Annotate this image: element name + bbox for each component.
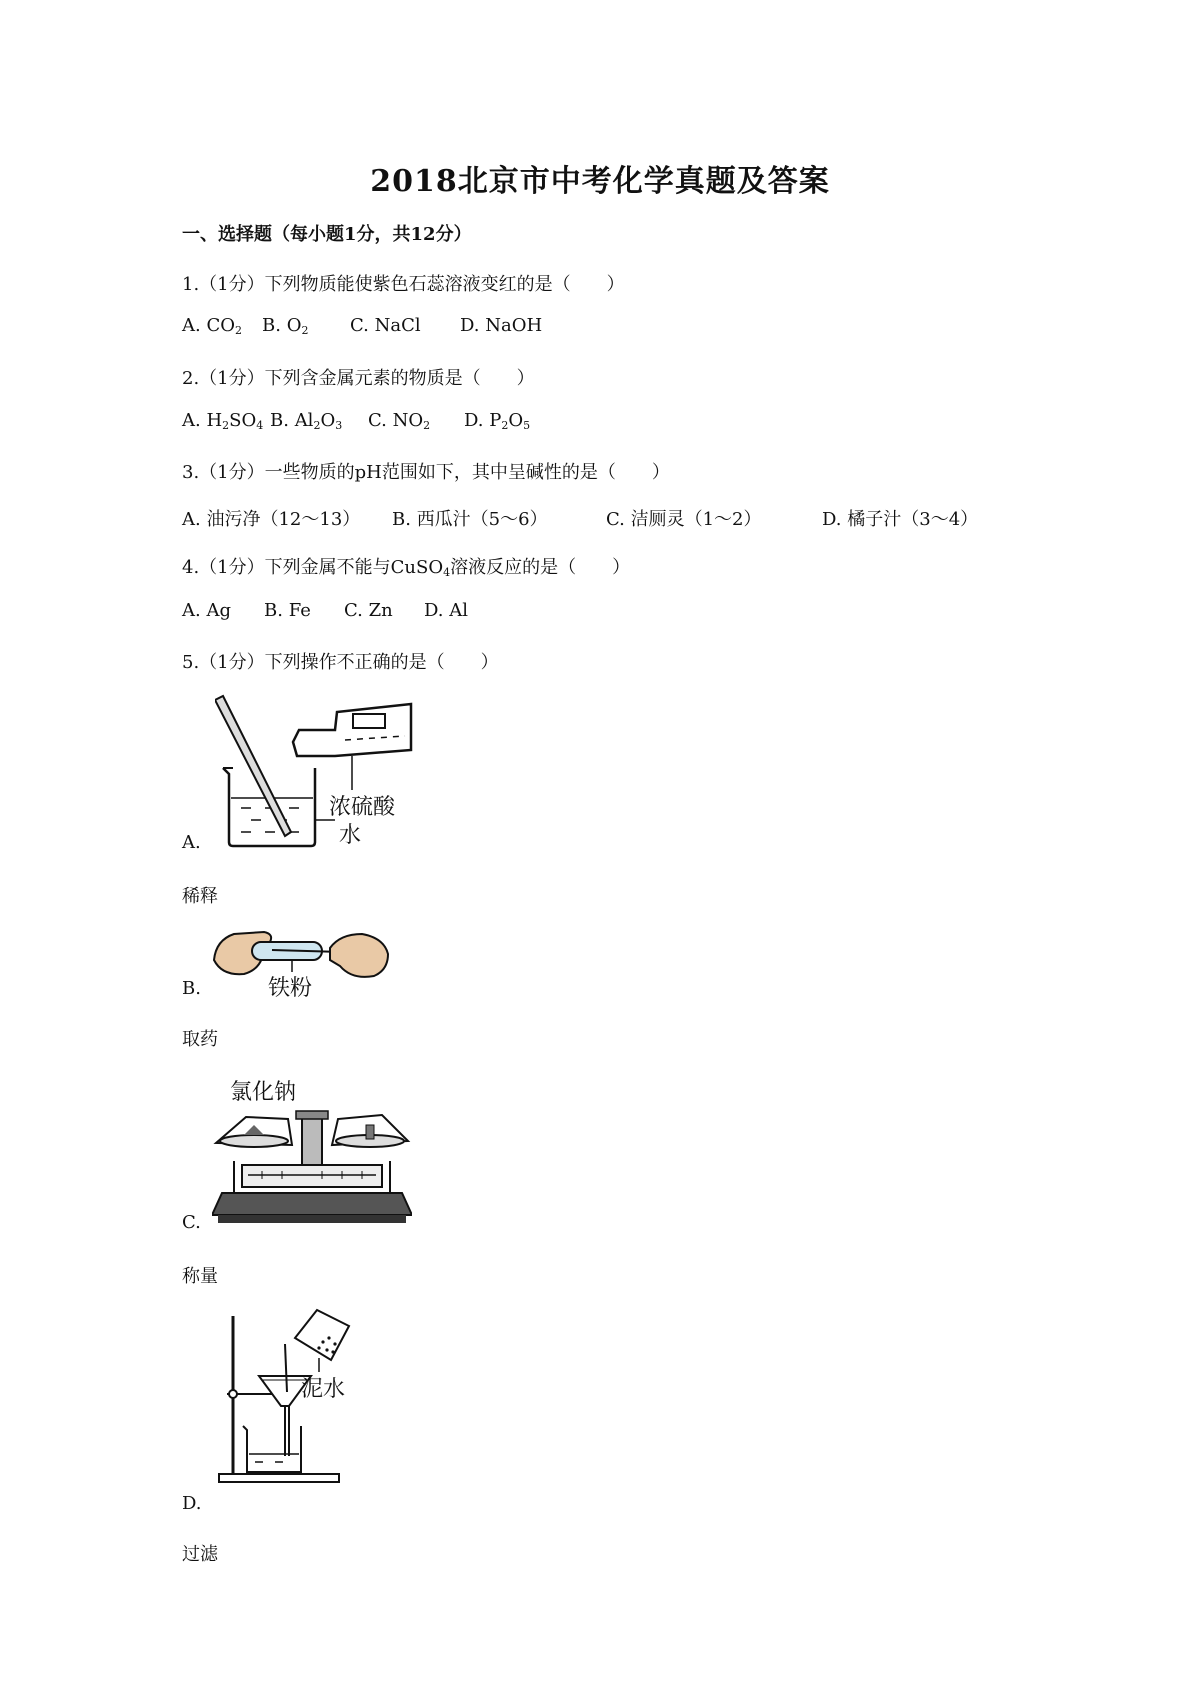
question-2-stem: 2.（1分）下列含金属元素的物质是（ ） [182, 368, 535, 389]
q3-option-c: C. 洁厕灵（1～2） [606, 509, 762, 530]
label-muddy-water: 泥水 [301, 1377, 346, 1402]
figure-b-caption: 取药 [182, 1029, 218, 1050]
q4-option-a: A. Ag [182, 600, 231, 621]
q4-option-d: D. Al [424, 600, 469, 621]
q4-option-c: C. Zn [344, 600, 393, 621]
label-iron-powder: 铁粉 [268, 976, 313, 1000]
figure-take-powder [212, 920, 392, 1000]
figure-filtration [215, 1308, 395, 1488]
label-sodium-chloride: 氯化钠 [230, 1080, 297, 1105]
q2-option-c: C. $NO_2$ [368, 410, 431, 432]
q4-option-b: B. Fe [264, 600, 311, 621]
question-3-stem: 3.（1分）一些物质的pH范围如下，其中呈碱性的是（ ） [182, 462, 670, 483]
question-1-options [182, 315, 782, 341]
question-2-options [182, 410, 782, 436]
figure-d-letter: D. [182, 1493, 202, 1514]
section-heading: 一、选择题（每小题1分，共12分） [182, 224, 472, 245]
q2-option-d: D. $P_2O_5$ [464, 410, 531, 432]
q1-option-d: D. NaOH [460, 315, 543, 336]
q1-option-b: B. $O_2$ [262, 315, 309, 337]
q2-option-b: B. $Al_2O_3$ [270, 410, 343, 432]
q1-option-a: A. $CO_2$ [182, 315, 242, 337]
q2-option-a: A. $H_2SO_4$ [182, 410, 264, 432]
figure-c-caption: 称量 [182, 1266, 218, 1287]
figure-weighing [212, 1075, 412, 1235]
question-1-stem: 1.（1分）下列物质能使紫色石蕊溶液变红的是（ ） [182, 274, 625, 295]
q3-option-b: B. 西瓜汁（5～6） [392, 509, 548, 530]
figure-c-letter: C. [182, 1212, 201, 1233]
label-water: 水 [339, 823, 362, 848]
page-title: 2018北京市中考化学真题及答案 [370, 164, 830, 199]
question-3-options [182, 505, 1032, 531]
figure-dilution [215, 690, 445, 855]
figure-a-caption: 稀释 [182, 886, 218, 907]
q3-option-d: D. 橘子汁（3～4） [822, 509, 979, 530]
q3-option-a: A. 油污净（12～13） [182, 509, 361, 530]
figure-b-letter: B. [182, 978, 201, 999]
q1-option-c: C. NaCl [350, 315, 421, 336]
question-4-options [182, 600, 782, 626]
figure-d-caption: 过滤 [182, 1544, 218, 1565]
figure-a-letter: A. [182, 832, 201, 853]
question-4-stem: 4.（1分）下列金属不能与CuSO$_4$溶液反应的是（ ） [182, 557, 631, 579]
question-5-stem: 5.（1分）下列操作不正确的是（ ） [182, 652, 499, 673]
label-concentrated-sulfuric-acid: 浓硫酸 [329, 795, 396, 820]
